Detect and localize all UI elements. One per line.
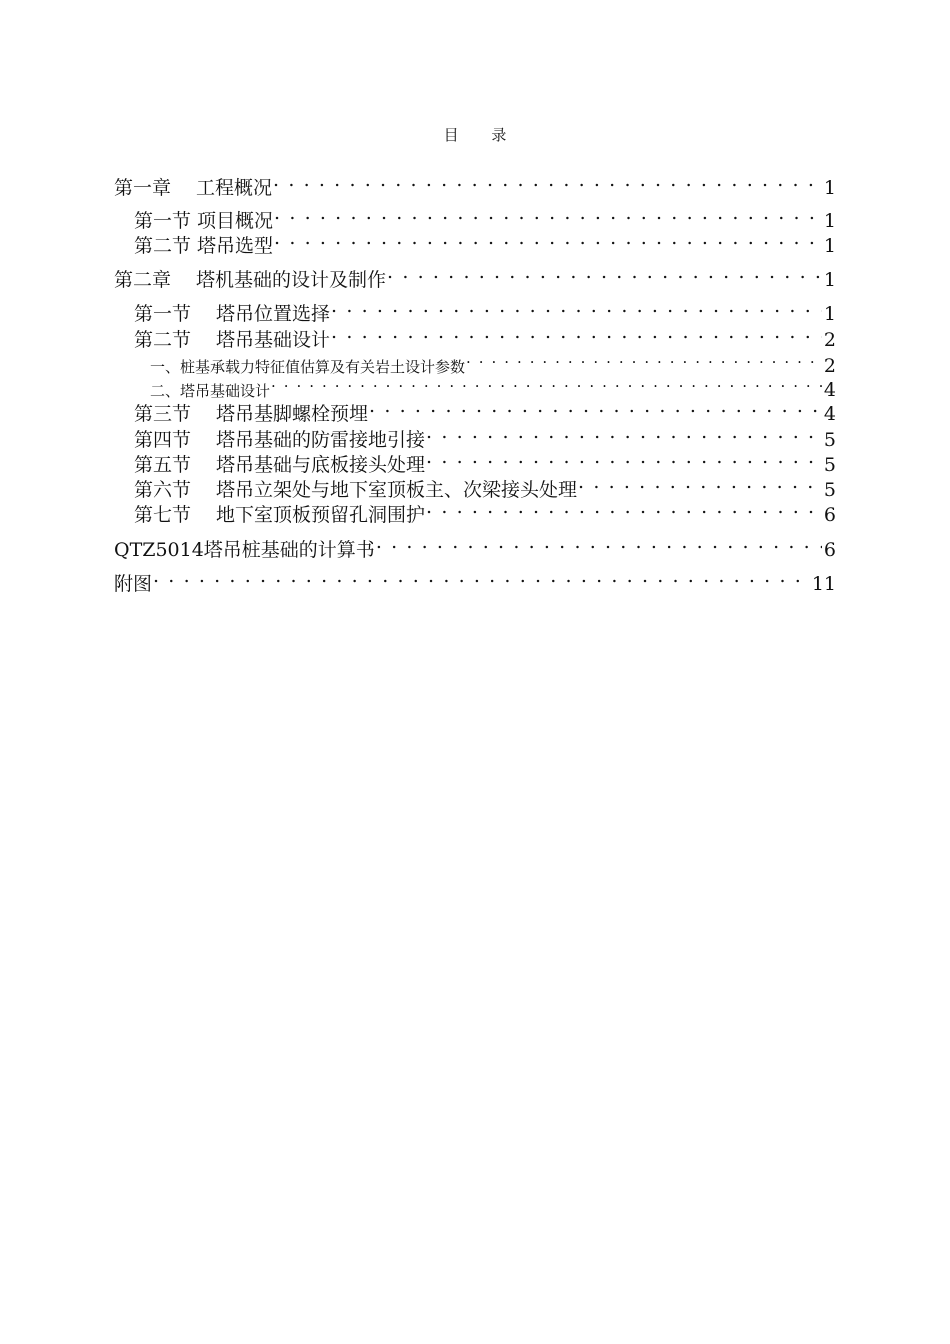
toc-entry-chapter-1[interactable] xyxy=(114,166,836,199)
toc-entry-page: 2 xyxy=(823,329,836,351)
dot-leader xyxy=(426,493,822,521)
dot-leader xyxy=(331,318,822,346)
toc-entry-page: 11 xyxy=(811,573,836,595)
dot-leader xyxy=(331,292,822,320)
toc-entry-page: 1 xyxy=(823,303,836,325)
toc-entry-page: 4 xyxy=(823,403,836,425)
dot-leader xyxy=(387,258,822,286)
toc-entry-section-2-6[interactable] xyxy=(134,468,836,501)
toc-entry-section-2-5[interactable] xyxy=(134,443,836,476)
toc-entry-label: 第六节 塔吊立架处与地下室顶板主、次梁接头处理 xyxy=(134,479,578,501)
toc-entry-page: 4 xyxy=(823,379,836,401)
toc-entry-label: 第一章 工程概况 xyxy=(114,177,273,199)
toc-entry-label: QTZ5014塔吊桩基础的计算书 xyxy=(114,539,375,561)
toc-entry-appendix-figures[interactable] xyxy=(114,562,836,595)
dot-leader xyxy=(274,224,822,252)
toc-entry-page: 1 xyxy=(823,177,836,199)
toc-entry-section-1-1[interactable] xyxy=(134,199,836,232)
toc-entry-page: 6 xyxy=(823,539,836,561)
toc-entry-page: 5 xyxy=(823,429,836,451)
toc-entry-section-2-1[interactable] xyxy=(134,292,836,325)
toc-entry-page: 5 xyxy=(823,479,836,501)
toc-entry-label: 二、塔吊基础设计 xyxy=(150,382,271,400)
toc-entry-page: 1 xyxy=(823,269,836,291)
dot-leader xyxy=(153,562,810,590)
dot-leader xyxy=(274,199,822,227)
toc-entry-label: 一、桩基承载力特征值估算及有关岩土设计参数 xyxy=(150,358,466,376)
toc-entry-label: 第一节 塔吊位置选择 xyxy=(134,303,331,325)
toc-entry-calculation-book[interactable] xyxy=(114,528,836,561)
toc-entry-label: 第三节 塔吊基脚螺栓预埋 xyxy=(134,403,369,425)
toc-entry-label: 附图 xyxy=(114,573,153,595)
toc-entry-label: 第四节 塔吊基础的防雷接地引接 xyxy=(134,429,426,451)
dot-leader xyxy=(426,418,822,446)
toc-entry-section-2-2[interactable] xyxy=(134,318,836,351)
toc-entry-page: 1 xyxy=(823,235,836,257)
toc-entry-section-2-7[interactable] xyxy=(134,493,836,526)
toc-title: 目 录 xyxy=(443,126,521,144)
toc-entry-page: 2 xyxy=(823,355,836,377)
toc-entry-section-2-4[interactable] xyxy=(134,418,836,451)
dot-leader xyxy=(273,166,822,194)
toc-entry-label: 第二节 塔吊选型 xyxy=(134,235,274,257)
toc-entry-section-2-3[interactable] xyxy=(134,392,836,425)
toc-entry-chapter-2[interactable] xyxy=(114,258,836,291)
toc-entry-page: 6 xyxy=(823,504,836,526)
toc-entry-label: 第五节 塔吊基础与底板接头处理 xyxy=(134,454,426,476)
toc-entry-page: 5 xyxy=(823,454,836,476)
toc-entry-label: 第二节 塔吊基础设计 xyxy=(134,329,331,351)
toc-entry-label: 第二章 塔机基础的设计及制作 xyxy=(114,269,387,291)
dot-leader xyxy=(376,528,822,556)
dot-leader xyxy=(369,392,822,420)
toc-entry-label: 第一节 项目概况 xyxy=(134,210,274,232)
toc-entry-section-1-2[interactable] xyxy=(134,224,836,257)
dot-leader xyxy=(578,468,822,496)
dot-leader xyxy=(426,443,822,471)
toc-entry-page: 1 xyxy=(823,210,836,232)
toc-entry-label: 第七节 地下室顶板预留孔洞围护 xyxy=(134,504,426,526)
